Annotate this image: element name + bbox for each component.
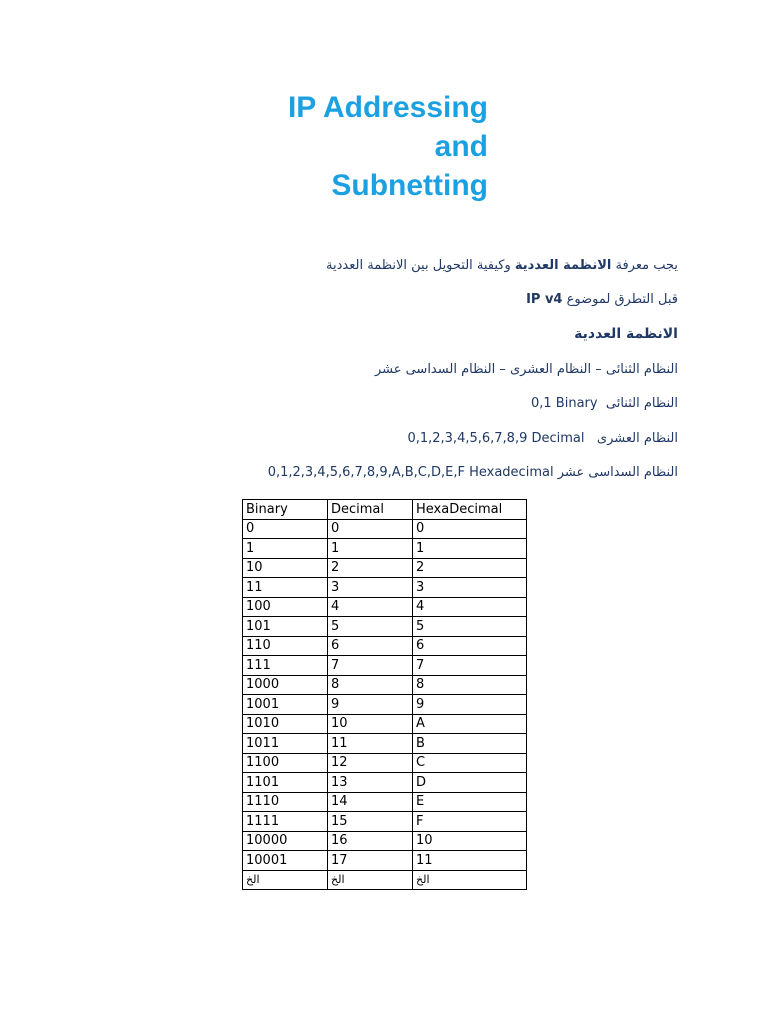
table-row — [243, 675, 527, 695]
header-binary: Binary — [243, 500, 328, 520]
table-row — [243, 870, 527, 890]
table-row — [243, 812, 527, 832]
table-row — [243, 831, 527, 851]
table-row — [243, 519, 527, 539]
cell-binary: 11 — [243, 578, 328, 598]
binary-system-label: النظام الثنائى — [605, 396, 678, 411]
cell-decimal: 0 — [328, 519, 413, 539]
cell-decimal: 12 — [328, 753, 413, 773]
ipv4-bold-term: IP v4 — [526, 292, 563, 307]
cell-decimal: 2 — [328, 558, 413, 578]
cell-hexadecimal: B — [413, 734, 527, 754]
cell-decimal: 13 — [328, 773, 413, 793]
hex-system-value: 0,1,2,3,4,5,6,7,8,9,A,B,C,D,E,F Hexadecimal — [267, 465, 554, 480]
cell-binary: 110 — [243, 636, 328, 656]
cell-binary: 10001 — [243, 851, 328, 871]
cell-hexadecimal: 4 — [413, 597, 527, 617]
cell-binary: 1100 — [243, 753, 328, 773]
intro-bold-term: الانظمة العددية — [514, 258, 612, 273]
cell-hexadecimal: 6 — [413, 636, 527, 656]
cell-binary: 1101 — [243, 773, 328, 793]
cell-decimal: 11 — [328, 734, 413, 754]
cell-hexadecimal: 2 — [413, 558, 527, 578]
cell-decimal: 3 — [328, 578, 413, 598]
cell-binary: 1011 — [243, 734, 328, 754]
cell-binary: 111 — [243, 656, 328, 676]
decimal-system-paragraph — [407, 431, 678, 446]
intro-text-start: يجب معرفة — [611, 258, 678, 273]
cell-hexadecimal: 5 — [413, 617, 527, 637]
section-heading: الانظمة العددية — [574, 326, 678, 342]
cell-decimal: 4 — [328, 597, 413, 617]
title-line-2: and — [434, 130, 488, 163]
binary-system-value: 0,1 Binary — [531, 396, 598, 411]
cell-decimal: 14 — [328, 792, 413, 812]
header-decimal: Decimal — [328, 500, 413, 520]
table-row — [243, 753, 527, 773]
table-row — [243, 636, 527, 656]
cell-binary: 101 — [243, 617, 328, 637]
cell-binary: 10 — [243, 558, 328, 578]
cell-decimal: 6 — [328, 636, 413, 656]
table-row — [243, 656, 527, 676]
cell-decimal: 17 — [328, 851, 413, 871]
cell-binary: 1000 — [243, 675, 328, 695]
cell-decimal: 5 — [328, 617, 413, 637]
cell-binary: 1110 — [243, 792, 328, 812]
cell-hexadecimal: 11 — [413, 851, 527, 871]
table-row — [243, 773, 527, 793]
cell-hexadecimal: 3 — [413, 578, 527, 598]
table-row — [243, 734, 527, 754]
cell-hexadecimal: C — [413, 753, 527, 773]
table-row — [243, 851, 527, 871]
table-body — [243, 519, 527, 890]
table-row — [243, 558, 527, 578]
cell-binary: 0 — [243, 519, 328, 539]
document-title — [288, 88, 488, 205]
cell-binary: 100 — [243, 597, 328, 617]
table-row — [243, 695, 527, 715]
header-hexadecimal: HexaDecimal — [413, 500, 527, 520]
cell-hexadecimal: F — [413, 812, 527, 832]
cell-binary: 1010 — [243, 714, 328, 734]
table-row — [243, 578, 527, 598]
decimal-system-label: النظام العشرى — [596, 431, 678, 446]
cell-decimal: 1 — [328, 539, 413, 559]
table-row — [243, 792, 527, 812]
cell-hexadecimal: 0 — [413, 519, 527, 539]
hex-system-label: النظام السداسى عشر — [557, 465, 678, 480]
cell-decimal: 15 — [328, 812, 413, 832]
cell-binary: 1001 — [243, 695, 328, 715]
cell-binary: 1111 — [243, 812, 328, 832]
number-systems-table — [242, 499, 527, 890]
cell-binary: 10000 — [243, 831, 328, 851]
cell-hexadecimal: 8 — [413, 675, 527, 695]
cell-hexadecimal: E — [413, 792, 527, 812]
cell-hexadecimal: 7 — [413, 656, 527, 676]
title-line-1: IP Addressing — [287, 91, 488, 124]
hex-system-paragraph — [268, 465, 678, 480]
table-row — [243, 597, 527, 617]
prerequisite-paragraph — [526, 292, 678, 307]
cell-decimal: الخ — [328, 870, 413, 890]
cell-decimal: 16 — [328, 831, 413, 851]
title-line-3: Subnetting — [331, 169, 488, 202]
cell-decimal: 10 — [328, 714, 413, 734]
cell-binary: 1 — [243, 539, 328, 559]
cell-hexadecimal: الخ — [413, 870, 527, 890]
cell-hexadecimal: D — [413, 773, 527, 793]
intro-text-end: وكيفية التحويل بين الانظمة العددية — [326, 258, 515, 273]
cell-hexadecimal: A — [413, 714, 527, 734]
table-row — [243, 617, 527, 637]
cell-decimal: 8 — [328, 675, 413, 695]
cell-hexadecimal: 9 — [413, 695, 527, 715]
cell-hexadecimal: 1 — [413, 539, 527, 559]
cell-hexadecimal: 10 — [413, 831, 527, 851]
binary-system-paragraph — [531, 396, 678, 411]
table-header-row — [243, 500, 527, 520]
systems-list-paragraph: النظام الثنائى – النظام العشرى – النظام السداسى عشر — [374, 362, 678, 377]
table-row — [243, 714, 527, 734]
cell-decimal: 9 — [328, 695, 413, 715]
cell-decimal: 7 — [328, 656, 413, 676]
prerequisite-text: قبل التطرق لموضوع — [562, 292, 678, 307]
cell-binary: الخ — [243, 870, 328, 890]
table-row — [243, 539, 527, 559]
decimal-system-value: 0,1,2,3,4,5,6,7,8,9 Decimal — [407, 431, 585, 446]
intro-paragraph — [326, 258, 678, 273]
